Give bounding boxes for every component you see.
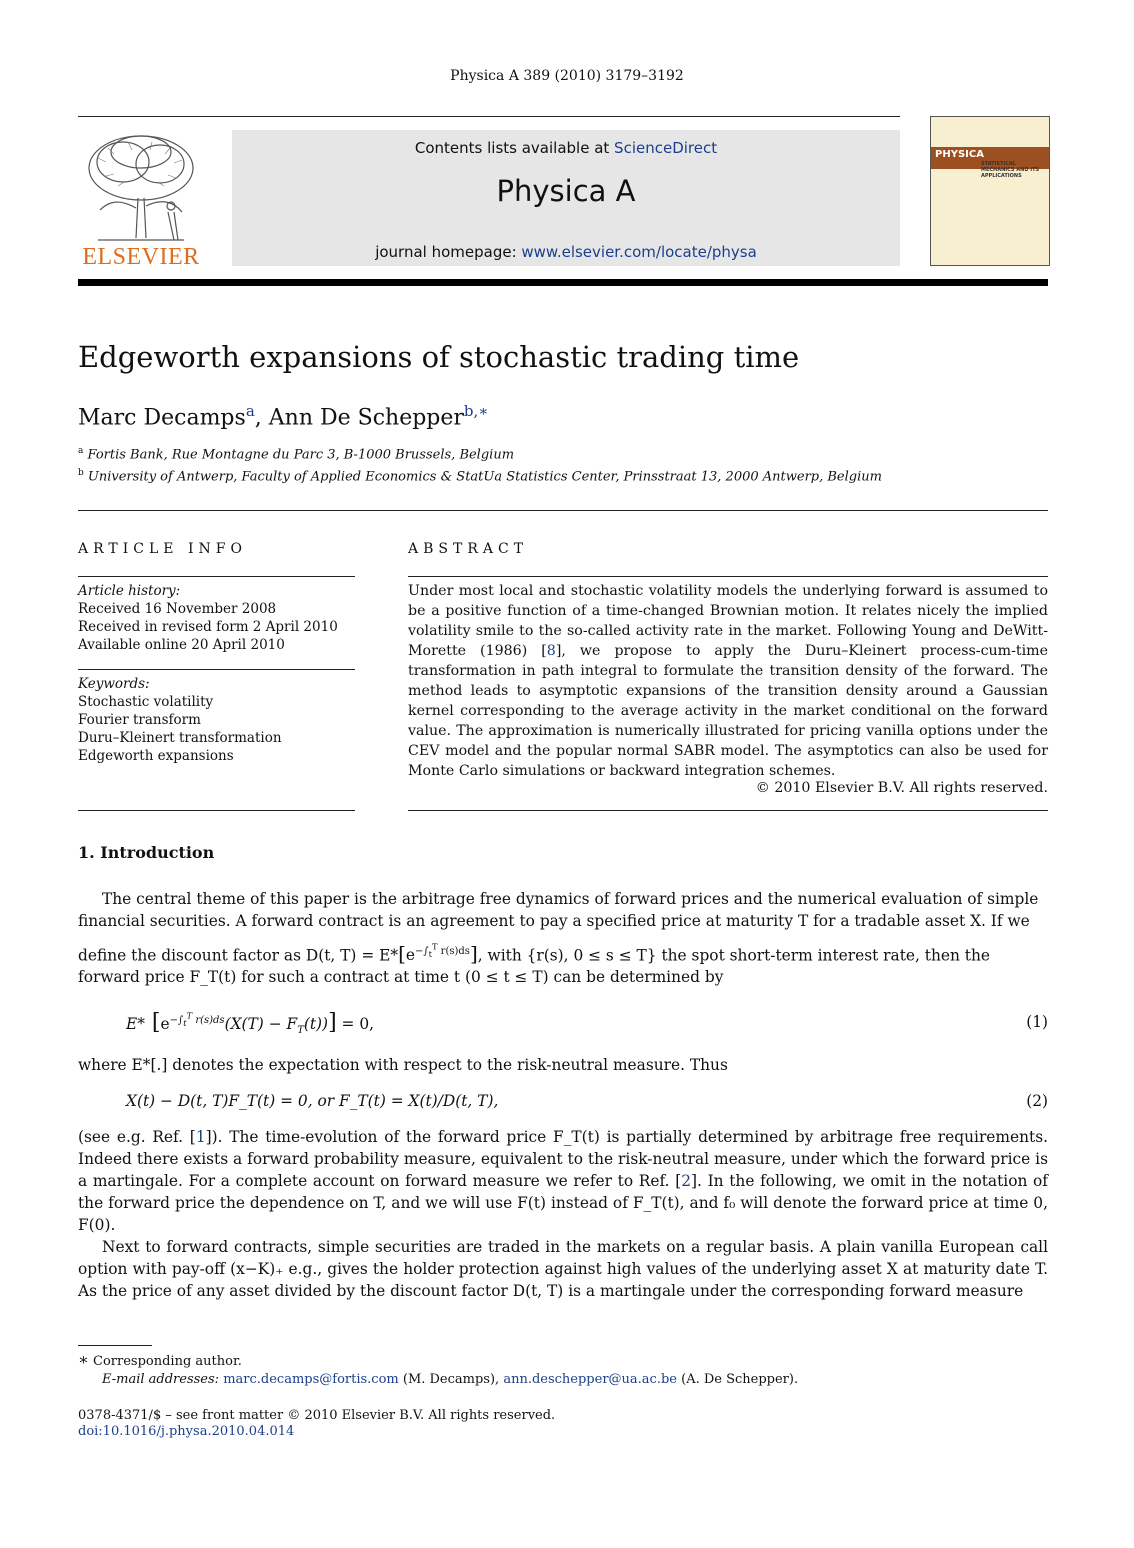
history-item: Received 16 November 2008 xyxy=(78,601,277,617)
exponential-term: $e^{-\int_t^T r(s)ds}$ xyxy=(405,942,470,965)
reference-link[interactable]: 8 xyxy=(546,643,556,659)
article-title: Edgeworth expansions of stochastic trading time xyxy=(78,340,800,374)
reference-link[interactable]: 1 xyxy=(195,1128,206,1146)
email-link[interactable]: ann.deschepper@ua.ac.be xyxy=(503,1372,677,1387)
journal-citation: Physica A 389 (2010) 3179–3192 xyxy=(450,68,684,84)
paragraph-text: (see e.g. Ref. [ xyxy=(78,1128,196,1146)
paragraph-text: ]). The time-evolution of the forward price F_T(t) is partially determined by arbitrage free requirements. Indeed there exists a forward probability measure, equivalent to the risk-neutral measure, under which the forward price is a martingale. For a complete account on forward measure we refer to Ref. [ xyxy=(78,1128,1049,1190)
author-name: Ann De Schepper xyxy=(268,405,464,431)
journal-name: Physica A xyxy=(496,174,636,208)
history-item: Received in revised form 2 April 2010 xyxy=(78,619,338,635)
footnote-corresponding xyxy=(78,1350,242,1371)
abstract-text-part: ], we propose to apply the Duru–Kleinert process-cum-time transformation in path integral to formulate the transition density of the forward. The method leads to asymptotic expansions of the transition density around a Gaussian kernel corresponding to the average activity in the market conditional on the forward value. The approximation is numerically illustrated for pricing vanilla options under the CEV model and the popular normal SABR model. The asymptotics can also be used for Monte Carlo simulations or backward integration schemes. xyxy=(408,643,1048,779)
divider xyxy=(78,510,1048,511)
equation-number: (1) xyxy=(1026,1013,1048,1031)
paragraph-line: financial securities. A forward contract is an agreement to pay a specified price at maturity T for a tradable asset X. If we xyxy=(78,912,1030,930)
journal-cover-thumbnail xyxy=(930,116,1050,266)
divider xyxy=(78,810,355,811)
article-info-heading: ARTICLE INFO xyxy=(78,541,247,557)
doi-link[interactable]: doi:10.1016/j.physa.2010.04.014 xyxy=(78,1424,295,1439)
keyword-item: Stochastic volatility xyxy=(78,694,214,710)
author-name: Marc Decamps xyxy=(78,405,246,431)
affiliation-text: Fortis Bank, Rue Montagne du Parc 3, B-1000 Brussels, Belgium xyxy=(87,447,515,463)
bracket-close: ] xyxy=(469,941,478,966)
homepage-link[interactable]: www.elsevier.com/locate/physa xyxy=(521,243,757,261)
intro-paragraph-3 xyxy=(78,1236,1048,1302)
affiliation-marker[interactable]: a xyxy=(245,402,255,420)
email-label: E-mail addresses: xyxy=(102,1372,220,1387)
abstract-copyright: © 2010 Elsevier B.V. All rights reserved. xyxy=(755,780,1048,796)
paragraph-line-with-math xyxy=(78,932,990,970)
intro-paragraph-1 xyxy=(78,888,1048,932)
affiliation-marker[interactable]: b,∗ xyxy=(463,402,489,420)
article-history xyxy=(78,582,338,654)
affiliation-mark: a xyxy=(78,446,84,456)
affiliation-mark: b xyxy=(78,468,84,478)
email-link[interactable]: marc.decamps@fortis.com xyxy=(223,1372,399,1387)
divider xyxy=(78,576,355,577)
footnote-emails xyxy=(102,1370,798,1389)
header-rule xyxy=(78,116,900,117)
front-matter: 0378-4371/$ – see front matter © 2010 Elsevier B.V. All rights reserved. xyxy=(78,1408,556,1423)
contents-line xyxy=(232,139,900,157)
email-owner: (A. De Schepper). xyxy=(676,1372,799,1387)
footnote-text: Corresponding author. xyxy=(93,1354,242,1369)
paragraph-text: Next to forward contracts, simple securities are traded in the markets on a regular basis. A plain vanilla European call option with pay-off (x−K)₊ e.g., gives the holder protection against high values of the underlying asset X at maturity date T. As the price of any asset divided by the discount factor D(t, T) is a martingale under the corresponding forward measure xyxy=(78,1238,1048,1300)
sciencedirect-link[interactable]: ScienceDirect xyxy=(614,139,718,157)
keywords-label: Keywords: xyxy=(78,676,150,692)
affiliation-a xyxy=(78,446,514,462)
equation-2: X(t) − D(t, T)F_T(t) = 0, or F_T(t) = X(t)/D(t, T), xyxy=(126,1092,499,1110)
elsevier-wordmark: ELSEVIER xyxy=(82,244,200,270)
keyword-item: Fourier transform xyxy=(78,712,201,728)
homepage-line xyxy=(232,243,900,261)
contents-prefix: Contents lists available at xyxy=(414,139,615,157)
discount-factor-math: [ xyxy=(398,941,406,966)
affiliation-b xyxy=(78,468,882,484)
paragraph-text: define the discount factor as D(t, T) = E* xyxy=(78,946,399,965)
homepage-prefix: journal homepage: xyxy=(375,243,522,261)
divider xyxy=(408,810,1048,811)
keyword-item: Edgeworth expansions xyxy=(78,748,234,764)
section-heading: 1. Introduction xyxy=(78,843,215,862)
footnote-rule xyxy=(78,1345,152,1346)
paragraph-text: The central theme of this paper is the arbitrage free dynamics of forward prices and the numerical evaluation of simple xyxy=(102,890,1039,908)
reference-link[interactable]: 2 xyxy=(681,1172,692,1190)
paragraph-text: ]. In the following, we omit in the notation of the forward price the dependence on T, and we will use F(t) instead of F_T(t), and f₀ will denote the forward price at time 0, F(0). xyxy=(78,1172,1048,1234)
abstract-text xyxy=(408,581,1048,781)
paragraph-line: where E*[.] denotes the expectation with respect to the risk-neutral measure. Thus xyxy=(78,1056,728,1074)
footnote-star: ∗ xyxy=(78,1350,89,1369)
paragraph-line: forward price F_T(t) for such a contract at time t (0 ≤ t ≤ T) can be determined by xyxy=(78,968,724,986)
keywords xyxy=(78,675,282,765)
history-label: Article history: xyxy=(78,583,181,599)
intro-paragraph-2 xyxy=(78,1126,1048,1236)
equation-number: (2) xyxy=(1026,1092,1048,1110)
abstract-text-part: Under most local and stochastic volatility models the underlying forward is assumed to be a positive function of a time-changed Brownian motion. It relates nicely the implied volatility smile to the so-called activity rate in the market. Following Young and DeWitt-Morette (1986) [ xyxy=(408,583,1048,659)
author-separator: , xyxy=(254,405,269,431)
paragraph-text: , with {r(s), 0 ≤ s ≤ T} the spot short-term interest rate, then the xyxy=(477,946,990,965)
history-item: Available online 20 April 2010 xyxy=(78,637,285,653)
cover-title: PHYSICA xyxy=(935,149,984,160)
paragraph-line xyxy=(78,888,1048,910)
affiliation-text: University of Antwerp, Faculty of Applied Economics & StatUa Statistics Center, Prinsstraat 13, 2000 Antwerp, Belgium xyxy=(87,469,882,485)
divider xyxy=(408,576,1048,577)
abstract-heading: ABSTRACT xyxy=(408,541,529,557)
author-list xyxy=(78,402,489,430)
equation-1: E* $[e^{-\int_t^T r(s)ds}(X(T) - F_T(t))] = 0$, xyxy=(126,1010,375,1037)
divider xyxy=(78,669,355,670)
keyword-item: Duru–Kleinert transformation xyxy=(78,730,282,746)
journal-banner xyxy=(232,130,900,266)
email-owner: (M. Decamps), xyxy=(398,1372,504,1387)
header-thick-rule xyxy=(78,279,1048,286)
cover-subtitle: STATISTICAL MECHANICS AND ITS APPLICATIONS xyxy=(981,161,1040,179)
